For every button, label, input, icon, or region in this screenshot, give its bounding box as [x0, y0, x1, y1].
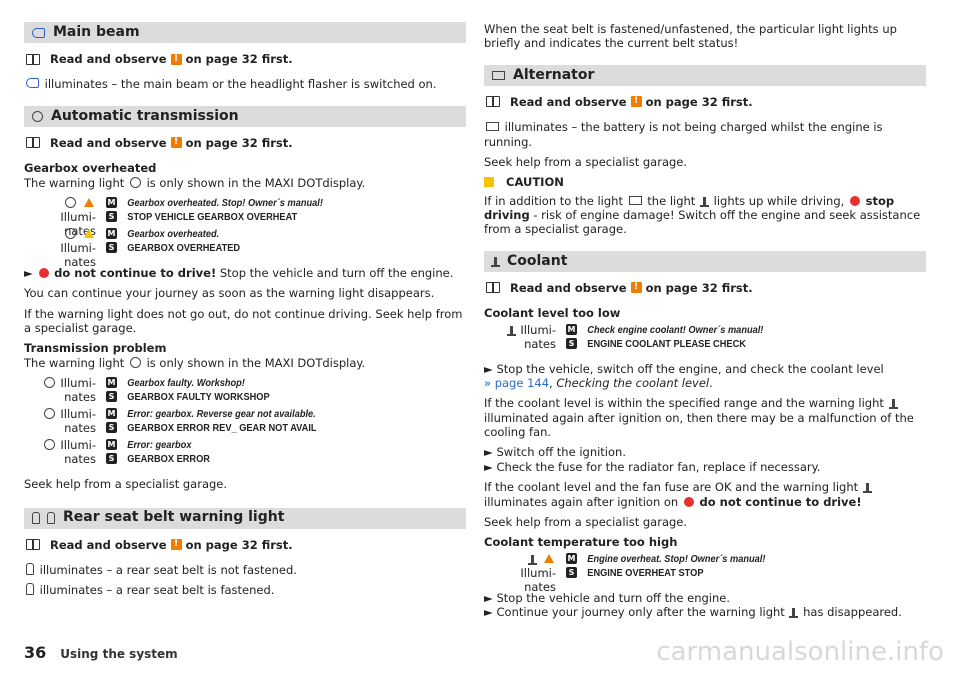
- subheading: Coolant temperature too high: [484, 535, 678, 550]
- message-table: [34, 196, 466, 269]
- maxi-dot-icon: M: [107, 197, 116, 207]
- caution-text: If in addition to the light the light lights up while driving, stop driving - risk of engine damage! Switch off the engine and seek assistance from a specialist garage.: [484, 193, 921, 237]
- watermark: carmanualsonline.info: [656, 637, 944, 667]
- table-row: Illumi-nates M S Error: gearbox GEARBOX ERROR: [34, 438, 466, 469]
- battery-icon: [486, 122, 499, 131]
- warning-line: ► do not continue to drive! Stop the vehicle and turn off the engine.: [24, 265, 454, 280]
- subheading: Transmission problem: [24, 341, 167, 356]
- table-row: Illumi-nates M S Check engine coolant! Owner´s manual! ENGINE COOLANT PLEASE CHECK: [494, 323, 926, 354]
- maxi-dot-icon: M: [107, 440, 116, 450]
- paragraph: illuminates – a rear seat belt is fastened.: [24, 583, 466, 597]
- seat-belt-icon: [26, 583, 34, 595]
- table-row: Illumi-nates M S Gearbox overheated. GEARBOX OVERHEATED: [60, 227, 241, 269]
- segment-icon: S: [106, 453, 117, 464]
- step: ► Continue your journey only after the warning light has disappeared.: [484, 605, 902, 619]
- section-title: Main beam: [53, 23, 140, 40]
- read-observe: Read and observe ! on page 32 first.: [484, 95, 926, 109]
- warning-icon: !: [171, 137, 182, 148]
- section-header-main-beam: [24, 22, 466, 43]
- step: ► Check the fuse for the radiator fan, replace if necessary.: [484, 459, 821, 474]
- gearbox-icon: [44, 377, 55, 388]
- coolant-icon: [510, 326, 513, 335]
- paragraph: The warning light is only shown in the MAXI DOTdisplay.: [24, 355, 366, 370]
- paragraph: If the coolant level and the fan fuse are OK and the warning light illuminates again after ignition on do not continue to drive!: [484, 480, 926, 509]
- gearbox-icon: [65, 228, 76, 239]
- warning-triangle-icon: [544, 554, 554, 563]
- page-link[interactable]: on page 32 first.: [645, 280, 753, 295]
- segment-icon: S: [566, 338, 577, 349]
- section-header-auto: [24, 106, 466, 127]
- coolant-icon: [494, 257, 497, 266]
- segment-icon: S: [106, 242, 117, 253]
- segment-icon: S: [566, 567, 577, 578]
- warning-icon: !: [631, 282, 642, 293]
- subheading: Gearbox overheated: [24, 161, 157, 176]
- maxi-dot-icon: M: [567, 553, 576, 563]
- page-link[interactable]: on page 32 first.: [185, 135, 293, 150]
- warning-triangle-icon: [84, 229, 94, 238]
- read-observe: Read and observe ! on page 32 first.: [24, 538, 466, 552]
- step: ► Stop the vehicle and turn off the engine.: [484, 590, 731, 605]
- coolant-icon: [892, 399, 895, 408]
- paragraph: When the seat belt is fastened/unfastened, the particular light lights up briefly and indicates the current belt status!: [484, 22, 897, 51]
- read-observe: Read and observe ! on page 32 first.: [484, 281, 926, 295]
- book-icon: [26, 539, 40, 550]
- step: ► Stop the vehicle, switch off the engine, and check the coolant level » page 144, Checking the coolant level.: [484, 361, 884, 390]
- paragraph: The warning light is only shown in the MAXI DOTdisplay.: [24, 175, 366, 190]
- section-header-alternator: [484, 65, 926, 86]
- page-link[interactable]: » page 144: [484, 375, 550, 390]
- paragraph: If the coolant level is within the specified range and the warning light illuminated again after ignition on, then there may be a malfunction of the cooling fan.: [484, 396, 914, 439]
- message-table: [494, 323, 926, 354]
- caution-heading: CAUTION: [484, 175, 926, 189]
- page-footer: [24, 643, 178, 663]
- paragraph: Seek help from a specialist garage.: [24, 477, 228, 492]
- message-table: [34, 376, 466, 469]
- subheading: Coolant level too low: [484, 306, 621, 321]
- paragraph: Seek help from a specialist garage.: [484, 154, 688, 169]
- warning-triangle-icon: [84, 198, 94, 207]
- maxi-dot-icon: M: [567, 324, 576, 334]
- coolant-icon: [792, 608, 795, 617]
- page-number: 36: [24, 643, 47, 662]
- coolant-icon: [866, 483, 869, 492]
- table-row: Illumi-nates M S Gearbox faulty. Workshop! GEARBOX FAULTY WORKSHOP: [34, 376, 466, 407]
- read-observe: Read and observe ! on page 32 first.: [24, 52, 466, 66]
- book-icon: [26, 54, 40, 65]
- gearbox-icon: [44, 408, 55, 419]
- paragraph: You can continue your journey as soon as the warning light disappears.: [24, 286, 435, 301]
- segment-icon: S: [106, 211, 117, 222]
- seat-belt-icon: [26, 563, 34, 575]
- seat-belt-icon: [32, 512, 40, 524]
- warning-icon: !: [171, 54, 182, 65]
- book-icon: [486, 96, 500, 107]
- right-column: [484, 22, 926, 625]
- maxi-dot-icon: M: [107, 378, 116, 388]
- coolant-icon: [703, 197, 706, 206]
- gearbox-icon: [44, 439, 55, 450]
- caution-icon: [484, 177, 494, 187]
- stop-icon: [39, 268, 49, 278]
- step: ► Switch off the ignition.: [484, 445, 626, 460]
- warning-icon: !: [171, 539, 182, 550]
- maxi-dot-icon: M: [107, 228, 116, 238]
- page-link[interactable]: on page 32 first.: [185, 537, 293, 552]
- section-header-coolant: [484, 251, 926, 272]
- battery-icon: [492, 71, 505, 80]
- table-row: Illumi-nates M S Gearbox overheated. Stop! Owner´s manual! STOP VEHICLE GEARBOX OVERHEAT: [60, 196, 323, 238]
- left-column: [24, 22, 466, 604]
- chapter-title: Using the system: [60, 647, 178, 661]
- section-title: Automatic transmission: [51, 107, 239, 124]
- segment-icon: S: [106, 422, 117, 433]
- maxi-dot-icon: M: [107, 409, 116, 419]
- paragraph: If the warning light does not go out, do not continue driving. Seek help from a specialist garage.: [24, 306, 463, 335]
- main-beam-icon: [32, 28, 45, 38]
- main-beam-text: illuminates – the main beam or the headlight flasher is switched on.: [24, 77, 466, 91]
- section-header-rear-belt: [24, 508, 466, 529]
- gearbox-icon: [65, 197, 76, 208]
- book-icon: [486, 282, 500, 293]
- paragraph: illuminates – a rear seat belt is not fastened.: [24, 563, 466, 577]
- seat-belt-icon: [47, 512, 55, 524]
- book-icon: [26, 137, 40, 148]
- page-link[interactable]: on page 32 first.: [185, 52, 293, 66]
- section-title: Rear seat belt warning light: [63, 509, 285, 526]
- read-observe: Read and observe ! on page 32 first.: [24, 136, 466, 150]
- table-row: Illumi-nates M S Error: gearbox. Reverse gear not available. GEARBOX ERROR REV_ GEAR NOT AVAIL: [34, 407, 466, 438]
- segment-icon: S: [106, 391, 117, 402]
- gearbox-icon: [130, 357, 141, 368]
- warning-icon: !: [631, 96, 642, 107]
- coolant-icon: [531, 555, 534, 564]
- stop-icon: [684, 497, 694, 507]
- message-table: [494, 552, 926, 594]
- paragraph: illuminates – the battery is not being charged whilst the engine is running.: [484, 120, 883, 149]
- gearbox-icon: [32, 111, 43, 122]
- gearbox-icon: [130, 177, 141, 188]
- paragraph: Seek help from a specialist garage.: [484, 514, 688, 529]
- section-title: Alternator: [513, 66, 595, 83]
- section-title: Coolant: [507, 252, 568, 269]
- battery-icon: [629, 196, 642, 205]
- stop-icon: [850, 196, 860, 206]
- main-beam-icon: [26, 78, 39, 88]
- page-link[interactable]: on page 32 first.: [645, 94, 753, 109]
- table-row: Illumi-nates M S Engine overheat. Stop! Owner´s manual! ENGINE OVERHEAT STOP: [520, 552, 766, 594]
